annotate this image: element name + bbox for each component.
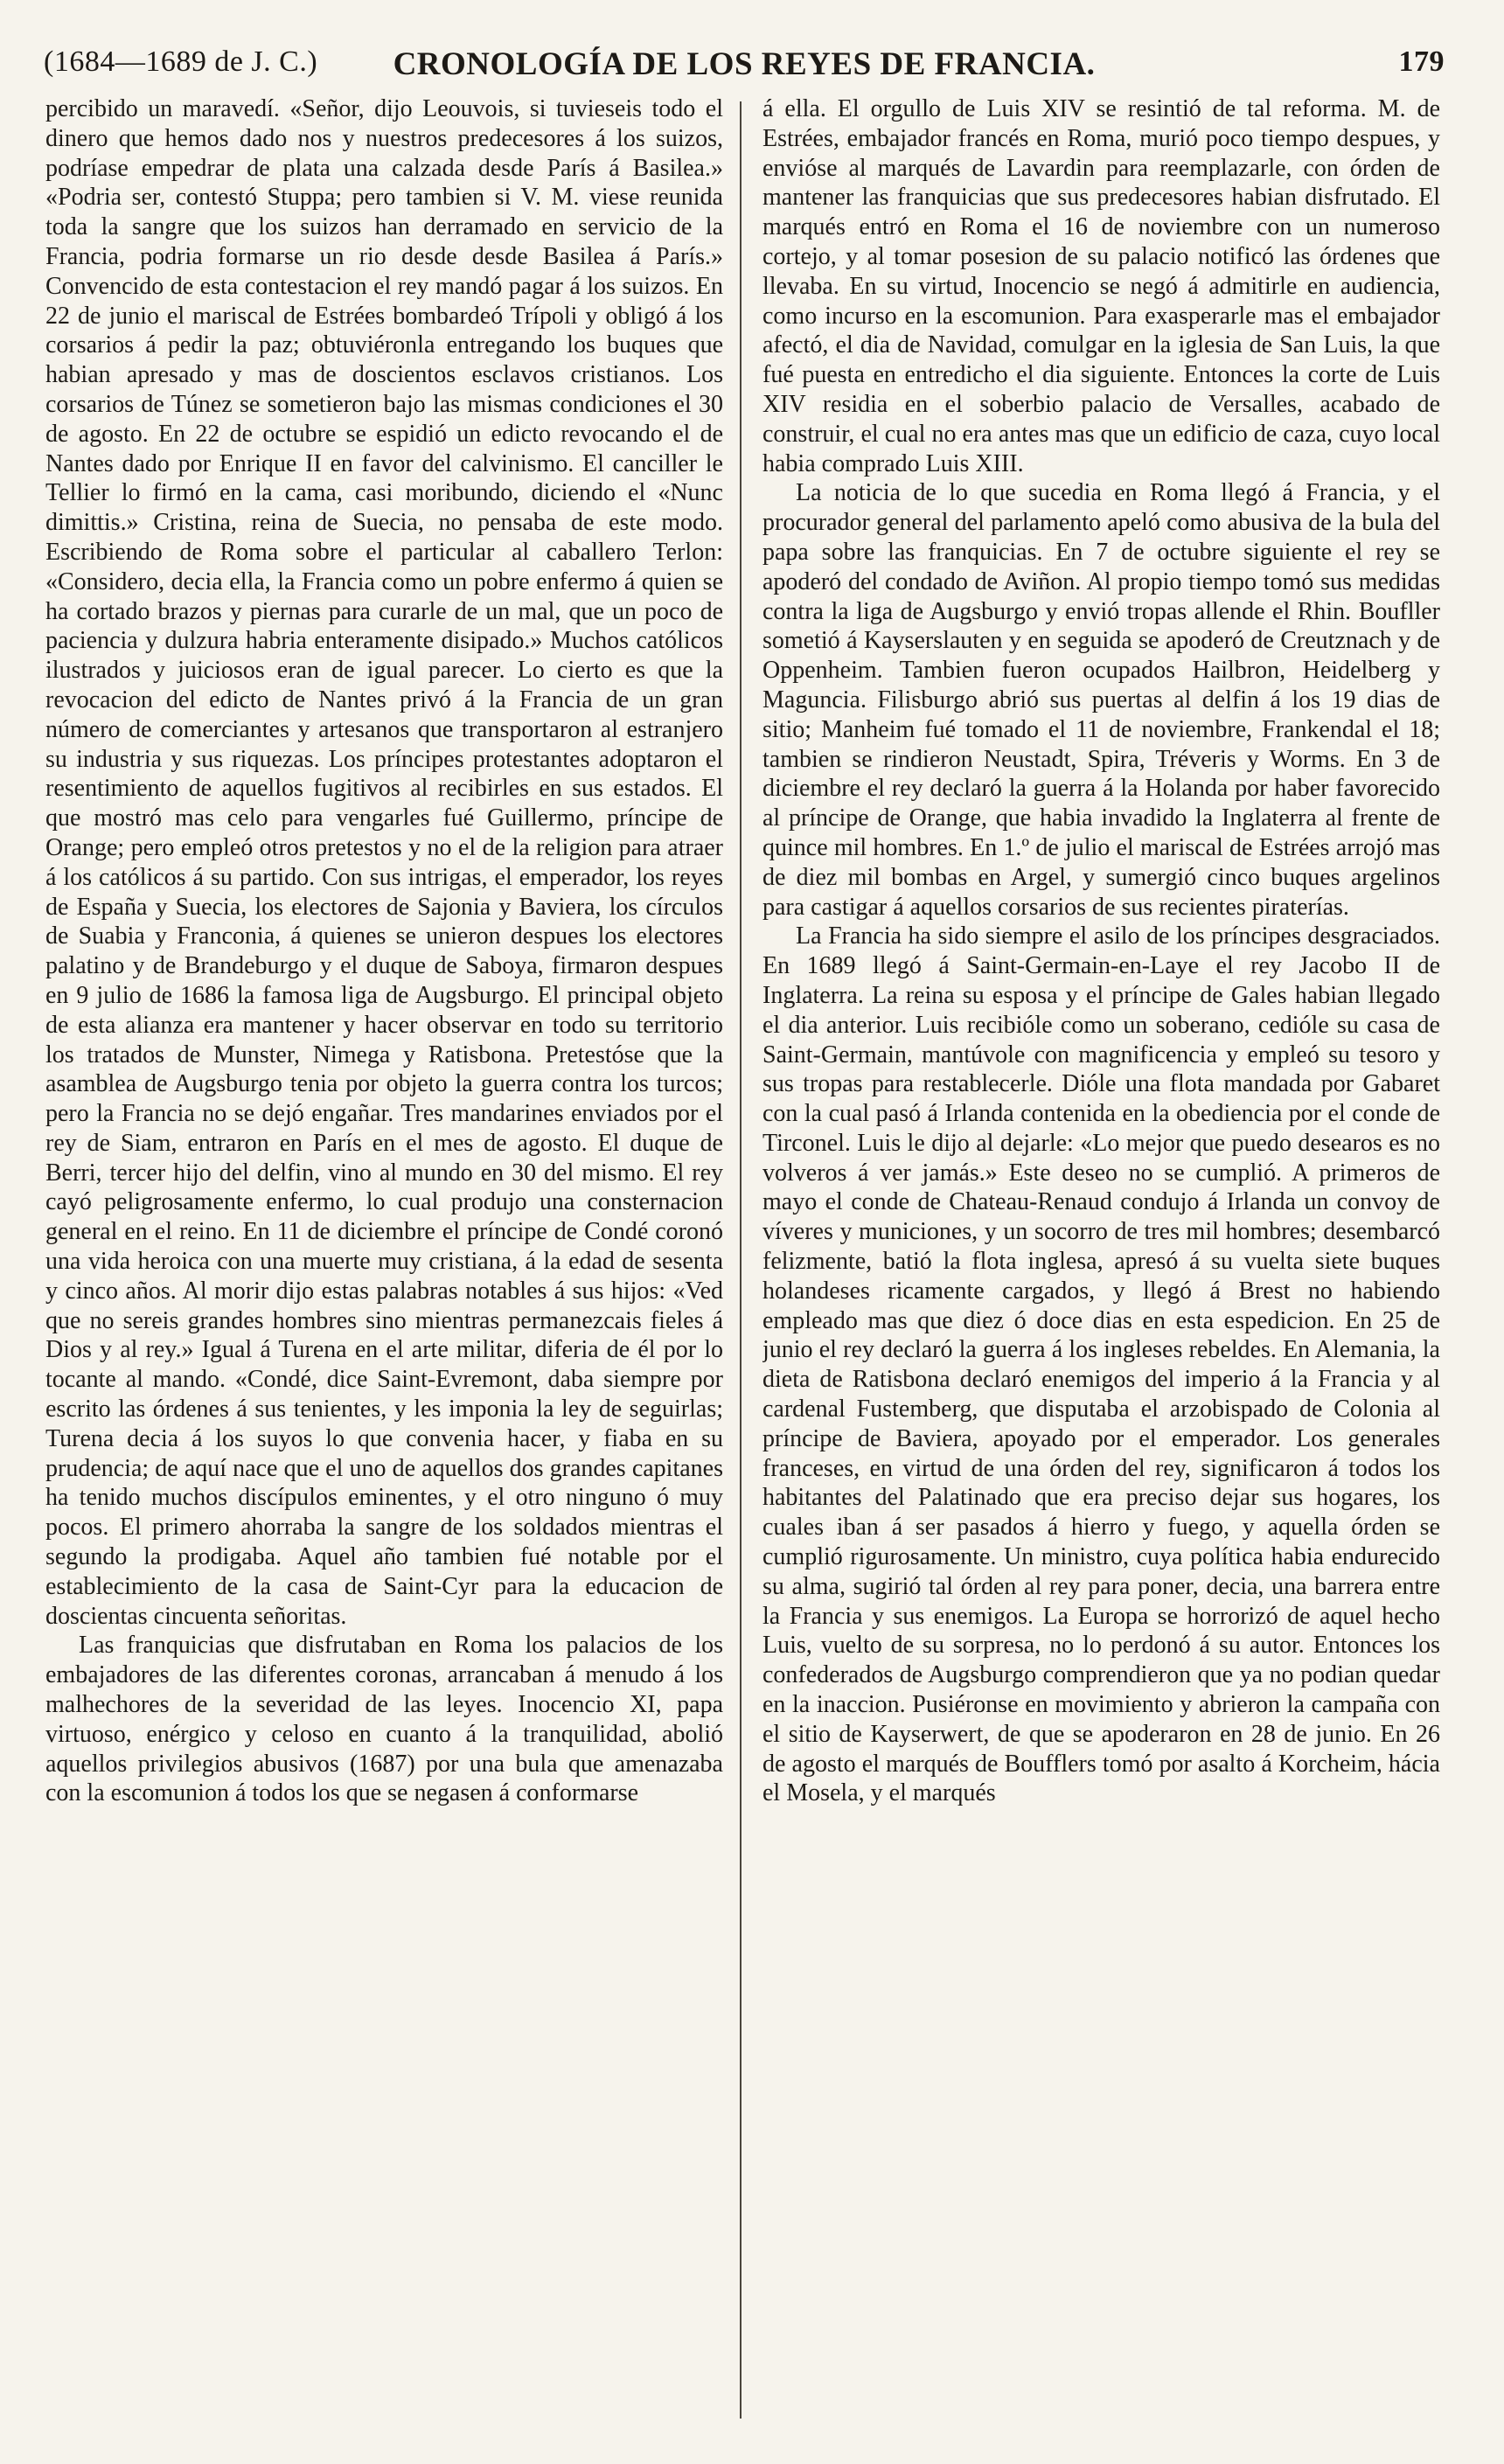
paragraph: á ella. El orgullo de Luis XIV se resintió de tal reforma. M. de Estrées, embajador francés en Roma, murió poco tiempo despues, y envióse al marqués de Lavardin para reemplazarle, con órden de mantener las franquicias que sus predecesores habian disfrutado. El marqués entró en Roma el 16 de noviembre con un numeroso cortejo, y al tomar posesion de su palacio notificó las órdenes que llevaba. En su virtud, Inocencio se negó á admitirle en audiencia, como incurso en la escomunion. Para exasperarle mas el embajador afectó, el dia de Navidad, comulgar en la iglesia de San Luis, la que fué puesta en entredicho el dia siguiente. Entonces la corte de Luis XIV residia en el soberbio palacio de Versalles, acabado de construir, el cual no era antes mas que un edificio de caza, cuyo local habia comprado Luis XIII. xyxy=(762,95,1440,477)
paragraph: percibido un maravedí. «Señor, dijo Leouvois, si tuvieseis todo el dinero que hemos dado nos y nuestros predecesores á los suizos, podríase empedrar de plata una calzada desde París á Basilea.» «Podria ser, contestó Stuppa; pero tambien si V. M. viese reunida toda la sangre que los suizos han derramado en servicio de la Francia, podria formarse un rio desde desde Basilea á París.» Convencido de esta contestacion el rey mandó pagar á los suizos. En 22 de junio el mariscal de Estrées bombardeó Trípoli y obligó á los corsarios á pedir la paz; obtuviéronla entregando los buques que habian apresado y mas de doscientos esclavos cristianos. Los corsarios de Túnez se sometieron bajo las mismas condiciones el 30 de agosto. En 22 de octubre se espidió un edicto revocando el de Nantes dado por Enrique II en favor del calvinismo. El canciller le Tellier lo firmó en la cama, casi moribundo, diciendo el «Nunc dimittis.» Cristina, reina de Suecia, no pensaba de este modo. Escribiendo de Roma sobre el particular al caballero Terlon: «Considero, decia ella, la Francia como un pobre enfermo á quien se ha cortado brazos y piernas para curarle de un mal, que un poco de paciencia y dulzura habria enteramente disipado.» Muchos católicos ilustrados y juiciosos eran de igual parecer. Lo cierto es que la revocacion del edicto de Nantes privó á la Francia de un gran número de comerciantes y artesanos que transportaron al estranjero su industria y sus riquezas. Los príncipes protestantes adoptaron el resentimiento de aquellos fugitivos al recibirles en sus estados. El que mostró mas celo para vengarles fué Guillermo, príncipe de Orange; pero empleó otros pretestos y no el de la religion para atraer á los católicos á su partido. Con sus intrigas, el emperador, los reyes de España y Suecia, los electores de Sajonia y Baviera, los círculos de Suabia y Franconia, á quienes se unieron despues los electores palatino y de Brandeburgo y el duque de Saboya, firmaron despues en 9 julio de 1686 la famosa liga de Augsburgo. El principal objeto de esta alianza era mantener y hacer observar en todo su territorio los tratados de Munster, Nimega y Ratisbona. Pretestóse que la asamblea de Augsburgo tenia por objeto la guerra contra los turcos; pero la Francia no se dejó engañar. Tres mandarines enviados por el rey de Siam, entraron en París en el mes de agosto. El duque de Berri, tercer hijo del delfin, vino al mundo en 30 del mismo. El rey cayó peligrosamente enfermo, lo cual produjo una consternacion general en el reino. En 11 de diciembre el príncipe de Condé coronó una vida heroica con una muerte muy cristiana, á la edad de sesenta y cinco años. Al morir dijo estas palabras notables á sus hijos: «Ved que no sereis grandes hombres sino mientras permanezcais fieles á Dios y al rey.» Igual á Turena en el arte militar, diferia de él por lo tocante al mando. «Condé, dice Saint-Evremont, daba siempre por escrito las órdenes á sus tenientes, y les imponia la ley de seguirlas; Turena decia á los suyos lo que convenia hacer, y fiaba en su prudencia; de aquí nace que el uno de aquellos dos grandes capitanes ha tenido muchos discípulos eminentes, y el otro ninguno ó muy pocos. El primero ahorraba la sangre de los soldados mientras el segundo la prodigaba. Aquel año tambien fué notable por el establecimiento de la casa de Saint-Cyr para la educacion de doscientas cincuenta señoritas. xyxy=(45,95,723,1630)
left-column xyxy=(45,94,723,2438)
header-title: CRONOLOGÍA DE LOS REYES DE FRANCIA. xyxy=(393,46,1096,82)
right-column xyxy=(762,94,1440,2438)
paragraph: Las franquicias que disfrutaban en Roma los palacios de los embajadores de las diferentes coronas, arrancaban á menudo á los malhechores de la severidad de las leyes. Inocencio XI, papa virtuoso, enérgico y celoso en cuanto á la tranquilidad, abolió aquellos privilegios abusivos (1687) por una bula que amenazaba con la escomunion á todos los que se negasen á conformarse xyxy=(45,1632,723,1807)
page-number: 179 xyxy=(1398,45,1445,78)
header-date-range: (1684—1689 de J. C.) xyxy=(44,45,318,78)
running-header xyxy=(44,40,1445,93)
paragraph: La noticia de lo que sucedia en Roma llegó á Francia, y el procurador general del parlamento apeló como abusiva de la bula del papa sobre las franquicias. En 7 de octubre siguiente el rey se apoderó del condado de Aviñon. Al propio tiempo tomó sus medidas contra la liga de Augsburgo y envió tropas allende el Rhin. Boufller sometió á Kayserslauten y en seguida se apoderó de Creutznach y de Oppenheim. Tambien fueron ocupados Hailbron, Heidelberg y Maguncia. Filisburgo abrió sus puertas al delfin á los 19 dias de sitio; Manheim fué tomado el 11 de noviembre, Frankendal el 18; tambien se rindieron Neustadt, Spira, Tréveris y Worms. En 3 de diciembre el rey declaró la guerra á la Holanda por haber favorecido al príncipe de Orange, que habia invadido la Inglaterra al frente de quince mil hombres. En 1.º de julio el mariscal de Estrées arrojó mas de diez mil bombas en Argel, y sumergió cinco buques argelinos para castigar á aquellos corsarios de sus recientes piraterías. xyxy=(762,479,1440,921)
column-divider xyxy=(740,101,742,2419)
paragraph: La Francia ha sido siempre el asilo de los príncipes desgraciados. En 1689 llegó á Saint-Germain-en-Laye el rey Jacobo II de Inglaterra. La reina su esposa y el príncipe de Gales habian llegado el dia anterior. Luis recibióle como un soberano, cedióle su casa de Saint-Germain, mantúvole con magnificencia y empleó su tesoro y sus tropas para restablecerle. Dióle una flota mandada por Gabaret con la cual pasó á Irlanda contenida en la obediencia por el conde de Tirconel. Luis le dijo al dejarle: «Lo mejor que puedo desearos es no volveros á ver jamás.» Este deseo no se cumplió. A primeros de mayo el conde de Chateau-Renaud condujo á Irlanda un convoy de víveres y municiones, y un socorro de tres mil hombres; desembarcó felizmente, batió la flota inglesa, apresó á su vuelta siete buques holandeses ricamente cargados, y llegó á Brest no habiendo empleado mas que diez ó doce dias en esta espedicion. En 25 de junio el rey declaró la guerra á los ingleses rebeldes. En Alemania, la dieta de Ratisbona declaró enemigos del imperio á la Francia y al cardenal Fustemberg, que disputaba el arzobispado de Colonia al príncipe de Baviera, apoyado por el emperador. Los generales franceses, en virtud de una órden del rey, significaron á todos los habitantes del Palatinado que era preciso dejar sus hogares, los cuales iban á ser pasados á hierro y fuego, y aquella órden se cumplió rigurosamente. Un ministro, cuya política habia endurecido su alma, sugirió tal órden al rey para poner, decia, una barrera entre la Francia y sus enemigos. La Europa se horrorizó de aquel hecho Luis, vuelto de su sorpresa, no lo perdonó á su autor. Entonces los confederados de Augsburgo comprendieron que ya no podian quedar en la inaccion. Pusiéronse en movimiento y abrieron la campaña con el sitio de Kayserwert, de que se apoderaron en 28 de junio. En 26 de agosto el marqués de Boufflers tomó por asalto á Korcheim, hácia el Mosela, y el marqués xyxy=(762,922,1440,1807)
